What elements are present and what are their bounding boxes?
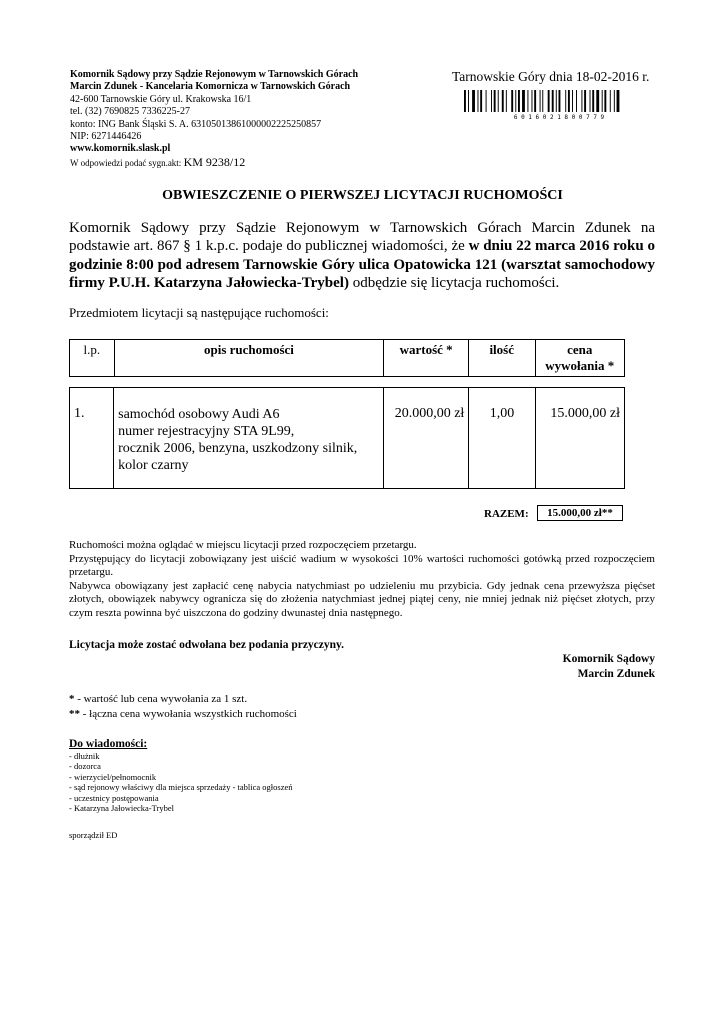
col-ilosc: ilość [468, 340, 535, 377]
barcode-bar [518, 90, 520, 112]
item-opis-line: rocznik 2006, benzyna, uszkodzony silnik, [118, 441, 358, 456]
items-table-header [69, 339, 625, 377]
barcode-bar [565, 90, 566, 112]
barcode-bar [527, 90, 528, 112]
barcode-bar [548, 90, 550, 112]
footnote [69, 692, 297, 707]
barcode-graphic [464, 90, 654, 120]
col-cena-line1: cena [567, 342, 593, 357]
barcode [464, 90, 654, 120]
barcode-bar [511, 90, 513, 112]
barcode-bar [576, 90, 577, 112]
letterhead-phone: tel. (32) 7690825 7336225-27 [70, 106, 190, 118]
barcode-bar [464, 90, 466, 112]
item-opis [114, 388, 384, 489]
barcode-bar [498, 90, 499, 112]
barcode-bar [584, 90, 586, 112]
barcode-bar [590, 90, 591, 112]
barcode-bar [596, 90, 599, 112]
footnote-mark: ** [69, 708, 80, 720]
barcode-bar [559, 90, 561, 112]
announcement-text-2: odbędzie się licytacja ruchomości. [348, 275, 560, 292]
signature-line1: Komornik Sądowy [562, 653, 655, 665]
barcode-bar [602, 90, 603, 112]
footnotes [69, 692, 297, 722]
item-wartosc: 20.000,00 zł [383, 388, 468, 489]
barcode-bar [617, 90, 620, 112]
distribution-item: - sąd rejonowy właściwy dla miejsca sprzedaży - tablica ogłoszeń [69, 782, 293, 793]
footnote [69, 707, 297, 722]
barcode-bar [610, 90, 611, 112]
total-label: RAZEM: [484, 508, 529, 520]
col-cena [535, 340, 624, 377]
table-row [70, 388, 625, 489]
col-opis: opis ruchomości [114, 340, 384, 377]
barcode-bar [542, 90, 543, 112]
barcode-bar [532, 90, 533, 112]
rule-paragraph: Ruchomości można oglądać w miejscu licytacji przed rozpoczęciem przetargu. [69, 539, 417, 551]
col-cena-line2: wywołania * [545, 358, 615, 373]
prepared-by: sporządził ED [69, 830, 118, 840]
letterhead-account: konto: ING Bank Śląski S. A. 63105013861000002225250857 [70, 118, 322, 130]
barcode-digits: 6 0 1 6 0 2 1 8 0 0 7 7 9 [513, 114, 605, 120]
item-ilosc: 1,00 [469, 388, 536, 489]
cancellation-notice: Licytacja może zostać odwołana bez podania przyczyny. [69, 639, 345, 651]
announcement-body [69, 219, 655, 293]
barcode-bar [502, 90, 504, 112]
distribution-item: - uczestnicy postępowania [69, 792, 159, 803]
case-reference-value: KM 9238/12 [183, 154, 246, 169]
auction-rules [69, 539, 655, 621]
announcement-text-1: Komornik Sądowy przy Sądzie Rejonowym w Tarnowskich Górach Marcin Zdunek na podstawie art. 867 § 1 k.p.c. podaje do publicznej wiadomości, że [69, 220, 655, 255]
rule-paragraph: Przystępujący do licytacji zobowiązany jest uiścić wadium w wysokości 10% wartości ruchomości gotówką przed rozpoczęciem przetargu. [69, 552, 655, 579]
footnote-mark: * [69, 693, 75, 705]
letterhead-nip: NIP: 6271446426 [70, 131, 142, 143]
total-value: 15.000,00 zł** [537, 505, 623, 521]
letterhead-www[interactable]: www.komornik.slask.pl [70, 143, 171, 155]
footnote-text: - wartość lub cena wywołania za 1 szt. [74, 693, 248, 705]
items-table [69, 387, 625, 489]
barcode-bar [472, 90, 475, 112]
item-opis-line: kolor czarny [118, 458, 189, 473]
document-date: Tarnowskie Góry dnia 18-02-2016 r. [452, 69, 650, 84]
item-lp: 1. [70, 388, 114, 489]
item-opis-line: samochód osobowy Audi A6 [118, 407, 280, 422]
barcode-bar [478, 90, 479, 112]
item-opis-line: numer rejestracyjny STA 9L99, [118, 424, 295, 439]
barcode-bar [572, 90, 573, 112]
barcode-bar [494, 90, 496, 112]
barcode-bar [552, 90, 554, 112]
distribution-list [69, 738, 293, 813]
barcode-bar [515, 90, 516, 112]
letterhead-line1: Komornik Sądowy przy Sądzie Rejonowym w Tarnowskich Górach [70, 69, 359, 80]
item-cena: 15.000,00 zł [535, 388, 624, 489]
signature-line2: Marcin Zdunek [577, 668, 655, 680]
letterhead-address: 42-600 Tarnowskie Góry ul. Krakowska 16/1 [70, 93, 252, 105]
barcode-bar [480, 90, 482, 112]
case-reference-label: W odpowiedzi podać sygn.akt: [70, 157, 182, 168]
col-lp: l.p. [70, 340, 115, 377]
barcode-bar [604, 90, 606, 112]
announcement-date-location: w dniu 22 marca 2016 roku o godzinie 8:00 pod adresem Tarnowskie Góry ulica Opatowicka 121 (warsztat samochodowy firmy P.U.H. Katarzyna Jałowiecka-Trybel) [69, 238, 655, 292]
barcode-bar [556, 90, 557, 112]
letterhead-line2: Marcin Zdunek - Kancelaria Komornicza w Tarnowskich Górach [70, 81, 351, 93]
distribution-item: - Katarzyna Jałowiecka-Trybel [69, 803, 174, 814]
distribution-item: - wierzyciel/pełnomocnik [69, 771, 157, 782]
barcode-bar [491, 90, 492, 112]
barcode-bar [468, 90, 469, 112]
distribution-heading: Do wiadomości: [69, 738, 148, 750]
barcode-bar [522, 90, 525, 112]
rule-paragraph: Nabywca obowiązany jest zapłacić cenę nabycia natychmiast po udzieleniu mu przybicia. Gdy jednak cena przewyższa pięćset złotych, obowiązek nabywcy ogranicza się do złożenia natychmiast jednej piątej ceny, nie mniej jednak niż pięćset złotych, przy czym reszta powinna być uiszczona do godziny dwunastej dnia następnego. [69, 579, 655, 619]
barcode-bar [592, 90, 594, 112]
barcode-bar [581, 90, 582, 112]
barcode-bar [614, 90, 615, 112]
distribution-item: - dozorca [69, 761, 101, 772]
barcode-bar [534, 90, 536, 112]
barcode-bar [506, 90, 507, 112]
items-intro: Przedmiotem licytacji są następujące ruchomości: [69, 305, 329, 320]
letterhead [70, 69, 430, 169]
barcode-bar [540, 90, 541, 112]
barcode-bar [568, 90, 570, 112]
barcode-bar [486, 90, 487, 112]
footnote-text: - łączna cena wywołania wszystkich ruchomości [80, 708, 297, 720]
signature [563, 652, 655, 682]
document-title: OBWIESZCZENIE O PIERWSZEJ LICYTACJI RUCHOMOŚCI [162, 188, 563, 203]
col-wartosc: wartość * [384, 340, 469, 377]
distribution-item: - dłużnik [69, 751, 100, 761]
case-reference [70, 156, 430, 169]
